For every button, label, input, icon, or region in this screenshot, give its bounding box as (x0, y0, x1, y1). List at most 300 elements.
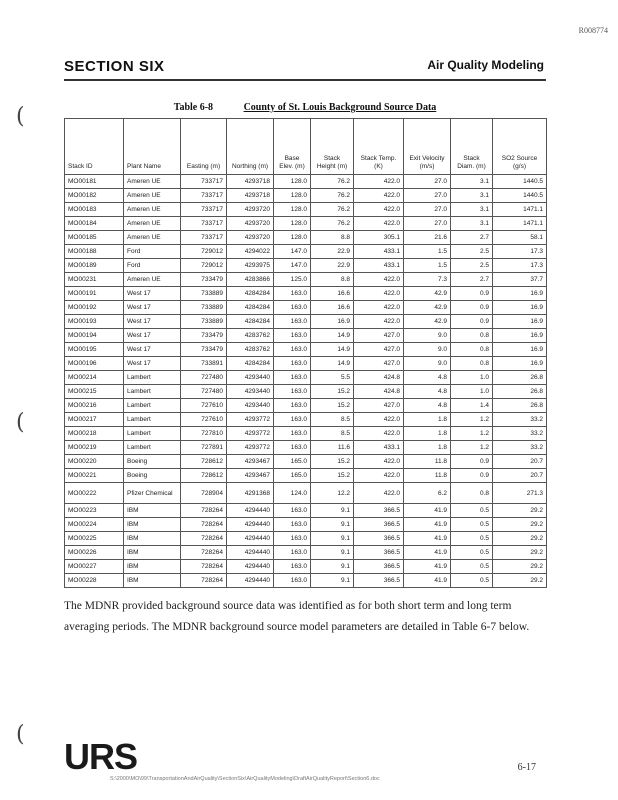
table-row (65, 301, 547, 315)
table-cell: 727480 (181, 371, 227, 385)
table-cell: MO00217 (65, 413, 124, 427)
table-cell: 4284284 (227, 315, 274, 329)
table-cell: 20.7 (493, 469, 547, 483)
table-cell: 16.9 (493, 301, 547, 315)
table-cell: 33.2 (493, 427, 547, 441)
table-cell: 1.0 (451, 371, 493, 385)
table-cell: MO00226 (65, 546, 124, 560)
table-cell: 4293772 (227, 441, 274, 455)
table-cell: 733889 (181, 301, 227, 315)
table-cell: 26.8 (493, 371, 547, 385)
table-row (65, 560, 547, 574)
column-header: Stack Height (m) (311, 119, 354, 175)
table-cell: 366.5 (354, 560, 404, 574)
table-cell: 366.5 (354, 504, 404, 518)
table-cell: 9.0 (404, 343, 451, 357)
table-cell: 1.8 (404, 441, 451, 455)
table-cell: 41.9 (404, 504, 451, 518)
table-cell: 366.5 (354, 546, 404, 560)
header-rule (64, 79, 546, 81)
table-cell: 29.2 (493, 560, 547, 574)
table-cell: MO00189 (65, 259, 124, 273)
table-cell: 41.9 (404, 532, 451, 546)
table-cell: West 17 (124, 357, 181, 371)
table-cell: Lambert (124, 427, 181, 441)
table-cell: 422.0 (354, 217, 404, 231)
background-source-table (64, 118, 547, 588)
table-cell: 20.7 (493, 455, 547, 469)
table-label: Table 6-8 (173, 102, 214, 113)
table-cell: 2.5 (451, 245, 493, 259)
table-cell: 163.0 (274, 343, 311, 357)
table-cell: 41.9 (404, 518, 451, 532)
table-cell: 1.2 (451, 441, 493, 455)
table-row (65, 203, 547, 217)
table-cell: 4283762 (227, 343, 274, 357)
table-cell: MO00231 (65, 273, 124, 287)
table-cell: 1.8 (404, 413, 451, 427)
table-cell: 4293772 (227, 427, 274, 441)
table-row (65, 175, 547, 189)
table-cell: 1.2 (451, 427, 493, 441)
table-cell: 16.9 (493, 329, 547, 343)
table-cell: 4293440 (227, 385, 274, 399)
table-cell: 1.2 (451, 413, 493, 427)
table-cell: 729012 (181, 245, 227, 259)
table-cell: 163.0 (274, 560, 311, 574)
table-cell: 427.0 (354, 399, 404, 413)
table-cell: 42.9 (404, 301, 451, 315)
table-cell: MO00220 (65, 455, 124, 469)
table-cell: 163.0 (274, 371, 311, 385)
table-cell: 16.9 (493, 357, 547, 371)
table-cell: MO00222 (65, 483, 124, 504)
table-row (65, 504, 547, 518)
table-cell: 727891 (181, 441, 227, 455)
table-cell: 14.9 (311, 343, 354, 357)
table-cell: 17.3 (493, 245, 547, 259)
table-cell: 728264 (181, 532, 227, 546)
table-cell: 1.0 (451, 385, 493, 399)
table-cell: 16.6 (311, 287, 354, 301)
table-cell: 163.0 (274, 385, 311, 399)
table-cell: 147.0 (274, 245, 311, 259)
table-cell: 0.8 (451, 357, 493, 371)
table-cell: West 17 (124, 287, 181, 301)
table-row (65, 371, 547, 385)
table-cell: Ameren UE (124, 175, 181, 189)
table-cell: MO00188 (65, 245, 124, 259)
table-cell: Ameren UE (124, 231, 181, 245)
table-cell: MO00221 (65, 469, 124, 483)
column-header: SO2 Source (g/s) (493, 119, 547, 175)
table-cell: 37.7 (493, 273, 547, 287)
table-cell: 422.0 (354, 189, 404, 203)
table-cell: 163.0 (274, 413, 311, 427)
table-cell: 21.6 (404, 231, 451, 245)
table-cell: 733479 (181, 273, 227, 287)
table-cell: 9.1 (311, 504, 354, 518)
table-row (65, 385, 547, 399)
table-cell: 8.5 (311, 427, 354, 441)
table-cell: 433.1 (354, 245, 404, 259)
table-row (65, 483, 547, 504)
binder-hole-mark: ( (16, 410, 25, 435)
table-cell: 733717 (181, 175, 227, 189)
table-row (65, 231, 547, 245)
table-cell: 15.2 (311, 469, 354, 483)
table-cell: 4294440 (227, 546, 274, 560)
table-cell: MO00181 (65, 175, 124, 189)
table-cell: 422.0 (354, 315, 404, 329)
table-title: County of St. Louis Background Source Data (243, 102, 437, 113)
table-cell: 0.9 (451, 455, 493, 469)
table-cell: 16.9 (311, 315, 354, 329)
table-cell: MO00225 (65, 532, 124, 546)
table-cell: MO00192 (65, 301, 124, 315)
table-cell: 422.0 (354, 483, 404, 504)
table-cell: 4291368 (227, 483, 274, 504)
table-cell: 128.0 (274, 175, 311, 189)
table-cell: 29.2 (493, 574, 547, 588)
table-cell: West 17 (124, 315, 181, 329)
table-cell: 0.5 (451, 504, 493, 518)
table-cell: 4294022 (227, 245, 274, 259)
table-caption (64, 102, 546, 113)
table-cell: Lambert (124, 441, 181, 455)
table-cell: 27.0 (404, 189, 451, 203)
table-row (65, 532, 547, 546)
table-cell: 733479 (181, 343, 227, 357)
table-cell: 422.0 (354, 175, 404, 189)
table-cell: Boeing (124, 469, 181, 483)
table-cell: 11.8 (404, 455, 451, 469)
table-cell: IBM (124, 504, 181, 518)
table-cell: 0.9 (451, 287, 493, 301)
table-cell: 22.9 (311, 259, 354, 273)
table-row (65, 574, 547, 588)
table-cell: 6.2 (404, 483, 451, 504)
table-cell: 1.4 (451, 399, 493, 413)
table-cell: 728612 (181, 469, 227, 483)
column-header: Northing (m) (227, 119, 274, 175)
table-cell: 2.7 (451, 273, 493, 287)
table-cell: 728264 (181, 518, 227, 532)
table-cell: Ford (124, 245, 181, 259)
table-cell: 4284284 (227, 287, 274, 301)
table-cell: MO00224 (65, 518, 124, 532)
table-cell: 727810 (181, 427, 227, 441)
table-cell: 29.2 (493, 546, 547, 560)
table-cell: 733717 (181, 231, 227, 245)
table-cell: 14.9 (311, 357, 354, 371)
table-cell: 27.0 (404, 175, 451, 189)
table-cell: 4293975 (227, 259, 274, 273)
table-cell: 15.2 (311, 455, 354, 469)
table-cell: Lambert (124, 385, 181, 399)
table-cell: 3.1 (451, 175, 493, 189)
table-cell: 4293440 (227, 371, 274, 385)
table-cell: West 17 (124, 301, 181, 315)
table-cell: 76.2 (311, 175, 354, 189)
table-cell: 9.1 (311, 560, 354, 574)
table-cell: MO00214 (65, 371, 124, 385)
table-cell: 163.0 (274, 315, 311, 329)
table-cell: 427.0 (354, 357, 404, 371)
table-cell: 4293467 (227, 469, 274, 483)
table-cell: 422.0 (354, 413, 404, 427)
table-cell: 728612 (181, 455, 227, 469)
column-header: Stack Diam. (m) (451, 119, 493, 175)
table-cell: 0.5 (451, 560, 493, 574)
table-row (65, 245, 547, 259)
table-cell: 422.0 (354, 301, 404, 315)
table-cell: 729012 (181, 259, 227, 273)
table-cell: MO00223 (65, 504, 124, 518)
page-number: 6-17 (517, 762, 536, 773)
table-row (65, 441, 547, 455)
table-cell: 8.5 (311, 413, 354, 427)
column-header: Exit Velocity (m/s) (404, 119, 451, 175)
table-cell: West 17 (124, 329, 181, 343)
section-heading: SECTION SIX (64, 58, 165, 75)
table-cell: 163.0 (274, 532, 311, 546)
table-cell: Ameren UE (124, 217, 181, 231)
table-cell: MO00191 (65, 287, 124, 301)
table-cell: 16.9 (493, 343, 547, 357)
table-cell: Ameren UE (124, 273, 181, 287)
table-cell: 4.8 (404, 399, 451, 413)
table-row (65, 518, 547, 532)
table-cell: 29.2 (493, 518, 547, 532)
table-cell: 163.0 (274, 399, 311, 413)
table-cell: 128.0 (274, 189, 311, 203)
table-cell: 15.2 (311, 399, 354, 413)
table-cell: 0.5 (451, 518, 493, 532)
table-cell: Lambert (124, 371, 181, 385)
table-cell: 1.8 (404, 427, 451, 441)
table-cell: MO00215 (65, 385, 124, 399)
table-row (65, 399, 547, 413)
table-cell: 163.0 (274, 357, 311, 371)
table-cell: MO00183 (65, 203, 124, 217)
table-cell: 4284284 (227, 357, 274, 371)
table-row (65, 315, 547, 329)
document-id: R008774 (578, 26, 608, 35)
table-cell: 4294440 (227, 504, 274, 518)
table-cell: Lambert (124, 413, 181, 427)
table-cell: 163.0 (274, 427, 311, 441)
table-cell: 0.9 (451, 315, 493, 329)
body-text: The MDNR provided background source data was identified as for both short term and long term averaging periods. The MDNR background source model parameters are detailed in Table 6-7 below. (64, 600, 530, 633)
table-cell: 42.9 (404, 315, 451, 329)
table-cell: 0.8 (451, 329, 493, 343)
table-cell: 427.0 (354, 329, 404, 343)
table-cell: 4283866 (227, 273, 274, 287)
table-cell: 11.6 (311, 441, 354, 455)
table-cell: 165.0 (274, 455, 311, 469)
table-cell: 58.1 (493, 231, 547, 245)
table-cell: 2.7 (451, 231, 493, 245)
table-cell: 9.1 (311, 518, 354, 532)
table-row (65, 189, 547, 203)
table-cell: 728264 (181, 574, 227, 588)
table-row (65, 329, 547, 343)
table-cell: 9.0 (404, 357, 451, 371)
table-cell: 424.8 (354, 371, 404, 385)
table-cell: MO00216 (65, 399, 124, 413)
table-cell: 128.0 (274, 231, 311, 245)
table-cell: 163.0 (274, 504, 311, 518)
column-header: Plant Name (124, 119, 181, 175)
table-header-row (65, 119, 547, 175)
table-cell: 422.0 (354, 287, 404, 301)
table-cell: 422.0 (354, 455, 404, 469)
column-header: Stack ID (65, 119, 124, 175)
table-row (65, 469, 547, 483)
table-row (65, 546, 547, 560)
table-cell: 1.5 (404, 245, 451, 259)
table-cell: 366.5 (354, 532, 404, 546)
table-cell: MO00195 (65, 343, 124, 357)
table-cell: West 17 (124, 343, 181, 357)
table-cell: 4294440 (227, 532, 274, 546)
table-cell: 4293720 (227, 231, 274, 245)
table-cell: 41.9 (404, 574, 451, 588)
table-cell: 1440.5 (493, 189, 547, 203)
table-cell: MO00184 (65, 217, 124, 231)
table-cell: Ameren UE (124, 203, 181, 217)
table-cell: 733479 (181, 329, 227, 343)
table-cell: 0.9 (451, 469, 493, 483)
table-cell: Boeing (124, 455, 181, 469)
table-cell: MO00228 (65, 574, 124, 588)
table-cell: 422.0 (354, 203, 404, 217)
table-cell: 76.2 (311, 189, 354, 203)
table-cell: MO00193 (65, 315, 124, 329)
table-row (65, 427, 547, 441)
table-cell: 26.8 (493, 399, 547, 413)
table-cell: 728264 (181, 504, 227, 518)
table-cell: 76.2 (311, 217, 354, 231)
table-cell: 727610 (181, 399, 227, 413)
table-cell: 2.5 (451, 259, 493, 273)
table-cell: 5.5 (311, 371, 354, 385)
table-cell: 29.2 (493, 504, 547, 518)
table-cell: 366.5 (354, 518, 404, 532)
table-row (65, 259, 547, 273)
table-cell: 0.5 (451, 574, 493, 588)
table-cell: 8.8 (311, 231, 354, 245)
table-cell: 727610 (181, 413, 227, 427)
table-cell: 4293718 (227, 189, 274, 203)
table-cell: 163.0 (274, 301, 311, 315)
table-cell: 27.0 (404, 203, 451, 217)
table-cell: 147.0 (274, 259, 311, 273)
table-cell: 33.2 (493, 413, 547, 427)
table-row (65, 343, 547, 357)
table-cell: 4294440 (227, 574, 274, 588)
table-cell: 727480 (181, 385, 227, 399)
table-cell: 433.1 (354, 441, 404, 455)
table-cell: 4293467 (227, 455, 274, 469)
table-cell: 733889 (181, 315, 227, 329)
table-row (65, 413, 547, 427)
table-cell: 29.2 (493, 532, 547, 546)
table-row (65, 217, 547, 231)
table-cell: MO00196 (65, 357, 124, 371)
table-cell: 0.8 (451, 483, 493, 504)
table-cell: Pfizer Chemical (124, 483, 181, 504)
table-cell: 305.1 (354, 231, 404, 245)
table-cell: 733891 (181, 357, 227, 371)
table-cell: Ford (124, 259, 181, 273)
table-cell: 163.0 (274, 287, 311, 301)
table-cell: 42.9 (404, 287, 451, 301)
table-cell: 4.8 (404, 371, 451, 385)
table-cell: 41.9 (404, 560, 451, 574)
table-cell: 12.2 (311, 483, 354, 504)
table-cell: 3.1 (451, 189, 493, 203)
table-cell: IBM (124, 560, 181, 574)
table-cell: 733889 (181, 287, 227, 301)
table-cell: 8.8 (311, 273, 354, 287)
table-cell: MO00194 (65, 329, 124, 343)
table-cell: 124.0 (274, 483, 311, 504)
table-cell: IBM (124, 532, 181, 546)
table-cell: 0.5 (451, 532, 493, 546)
table-cell: 728264 (181, 560, 227, 574)
table-cell: 15.2 (311, 385, 354, 399)
table-cell: 165.0 (274, 469, 311, 483)
table-cell: 366.5 (354, 574, 404, 588)
table-cell: 4294440 (227, 518, 274, 532)
table-cell: 16.6 (311, 301, 354, 315)
table-cell: 728904 (181, 483, 227, 504)
table-cell: 427.0 (354, 343, 404, 357)
table-cell: 11.8 (404, 469, 451, 483)
binder-hole-mark: ( (16, 722, 25, 747)
table-cell: MO00218 (65, 427, 124, 441)
table-cell: 1471.1 (493, 203, 547, 217)
table-cell: 728264 (181, 546, 227, 560)
table-cell: 4293718 (227, 175, 274, 189)
table-cell: 163.0 (274, 518, 311, 532)
table-cell: Ameren UE (124, 189, 181, 203)
table-cell: MO00219 (65, 441, 124, 455)
table-cell: 163.0 (274, 329, 311, 343)
table-cell: 4293720 (227, 217, 274, 231)
table-cell: 4293772 (227, 413, 274, 427)
section-topic: Air Quality Modeling (427, 58, 544, 72)
table-cell: MO00182 (65, 189, 124, 203)
table-cell: MO00185 (65, 231, 124, 245)
table-cell: 4283762 (227, 329, 274, 343)
table-cell: 422.0 (354, 427, 404, 441)
table-cell: 125.0 (274, 273, 311, 287)
table-cell: 0.5 (451, 546, 493, 560)
table-cell: 733717 (181, 217, 227, 231)
table-cell: 422.0 (354, 273, 404, 287)
table-cell: 422.0 (354, 469, 404, 483)
table-cell: 76.2 (311, 203, 354, 217)
table-cell: IBM (124, 518, 181, 532)
table-cell: 271.3 (493, 483, 547, 504)
table-cell: 4294440 (227, 560, 274, 574)
footer-file-path: S:\2000\MO\99\TransportationAndAirQuality\SectionSix\AirQualityModeling\DraftAirQualityReport\Section6.doc (110, 776, 380, 782)
table-cell: 3.1 (451, 203, 493, 217)
table-cell: 163.0 (274, 574, 311, 588)
